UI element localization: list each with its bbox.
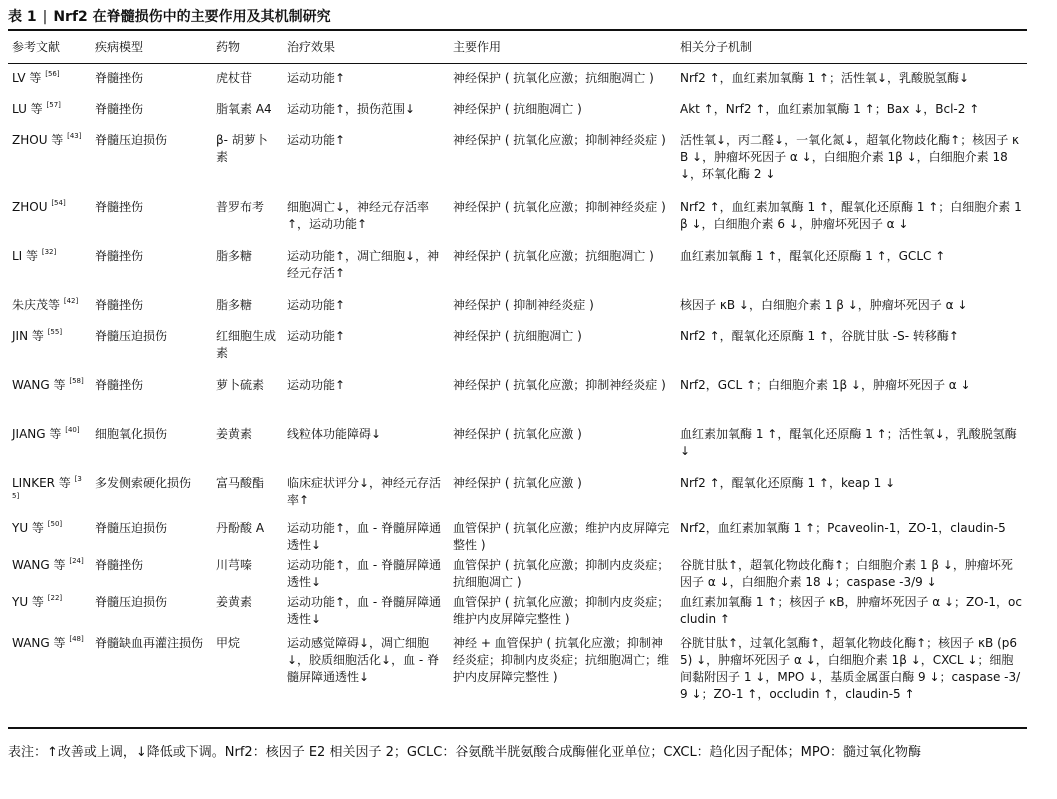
cell-action [449,555,676,592]
cell-mechanism-text: Nrf2，GCL ↑；白细胞介素 1β ↓，肿瘤坏死因子 α ↓ [680,378,971,392]
cell-effect [283,555,449,592]
cell-action-text: 神经保护 ( 抗细胞凋亡 ) [453,102,582,116]
cell-drug [212,291,283,322]
cell-drug [212,518,283,555]
cell-reference [8,95,91,126]
table-body [8,64,1027,729]
cell-disease-model-text: 细胞氧化损伤 [95,427,168,441]
citation-ref[interactable]: [35] [12,475,82,500]
cell-action [449,242,676,291]
citation-ref[interactable]: [43] [67,132,82,140]
cell-reference [8,64,91,96]
table-row [8,242,1027,291]
cell-drug-text: 虎杖苷 [216,71,253,85]
cell-drug-text: 普罗布考 [216,200,265,214]
cell-action [449,629,676,728]
citation-ref[interactable]: [56] [45,70,60,78]
cell-drug-text: 甲烷 [216,636,241,650]
cell-disease-model [91,291,212,322]
table-row [8,291,1027,322]
table-row [8,64,1027,96]
cell-disease-model [91,193,212,242]
cell-mechanism-text: 谷胱甘肽↑，超氧化物歧化酶↑；白细胞介素 1 β ↓，肿瘤坏死因子 α ↓，白细胞介素 18 ↓；caspase -3/9 ↓ [680,558,1013,589]
cell-effect [283,64,449,96]
title-separator: | [42,9,48,25]
cell-disease-model-text: 脊髓挫伤 [95,200,144,214]
table-row [8,555,1027,592]
table-row [8,193,1027,242]
table-row [8,322,1027,371]
cell-drug-text: 红细胞生成素 [216,329,277,360]
cell-mechanism [676,420,1027,469]
cell-action [449,126,676,193]
cell-drug [212,322,283,371]
cell-action-text: 神经保护 ( 抗细胞凋亡 ) [453,329,582,343]
cell-mechanism-text: 核因子 κB ↓，白细胞介素 1 β ↓，肿瘤坏死因子 α ↓ [680,298,968,312]
cell-mechanism [676,592,1027,629]
cell-action [449,420,676,469]
cell-effect [283,291,449,322]
cell-drug [212,555,283,592]
cell-effect [283,126,449,193]
cell-drug [212,193,283,242]
cell-drug-text: 萝卜硫素 [216,378,265,392]
cell-effect-text: 运动功能↑ [287,133,346,147]
cell-mechanism [676,193,1027,242]
cell-action [449,322,676,371]
cell-mechanism [676,126,1027,193]
cell-disease-model-text: 脊髓挫伤 [95,558,144,572]
table-row [8,126,1027,193]
cell-effect [283,371,449,420]
cell-effect-text: 运动功能↑ [287,298,346,312]
author-name: LV 等 [12,71,42,85]
cell-effect [283,242,449,291]
cell-drug [212,242,283,291]
cell-drug [212,592,283,629]
header-disease-model: 疾病模型 [95,39,144,54]
cell-action [449,95,676,126]
cell-action-text: 血管保护 ( 抗氧化应激；抑制内皮炎症；抗细胞凋亡 ) [453,558,670,589]
cell-effect-text: 临床症状评分↓，神经元存活率↑ [287,476,442,507]
author-name: WANG 等 [12,378,66,392]
cell-mechanism-text: Nrf2 ↑，醌氧化还原酶 1 ↑，谷胱甘肽 -S- 转移酶↑ [680,329,959,343]
cell-disease-model-text: 脊髓压迫损伤 [95,133,168,147]
cell-disease-model [91,629,212,728]
citation-ref[interactable]: [55] [47,328,63,336]
cell-disease-model [91,322,212,371]
cell-disease-model-text: 多发侧索硬化损伤 [95,476,192,490]
table-row [8,518,1027,555]
citation-ref[interactable]: [32] [41,248,57,256]
cell-drug [212,371,283,420]
cell-effect-text: 运动功能↑，血 - 脊髓屏障通透性↓ [287,521,442,552]
cell-mechanism-text: Nrf2 ↑，血红素加氧酶 1 ↑；活性氧↓，乳酸脱氢酶↓ [680,71,970,85]
cell-drug-text: 丹酚酸 A [216,521,265,535]
cell-disease-model-text: 脊髓挫伤 [95,378,144,392]
cell-effect [283,322,449,371]
cell-disease-model-text: 脊髓挫伤 [95,298,144,312]
cell-effect [283,193,449,242]
cell-reference [8,518,91,555]
cell-action [449,592,676,629]
cell-mechanism [676,518,1027,555]
citation-ref[interactable]: [48] [69,635,84,643]
cell-action-text: 神经保护 ( 抗氧化应激；抑制神经炎症 ) [453,378,666,392]
cell-action [449,291,676,322]
cell-effect [283,518,449,555]
cell-reference [8,371,91,420]
cell-effect [283,95,449,126]
citation-ref[interactable]: [54] [51,199,66,207]
cell-mechanism-text: Nrf2，血红素加氧酶 1 ↑；Pcaveolin-1，ZO-1，claudin-5 [680,521,1006,535]
cell-drug-text: 姜黄素 [216,595,253,609]
citation-ref[interactable]: [50] [47,520,63,528]
cell-effect [283,629,449,728]
cell-action-text: 神经 + 血管保护 ( 抗氧化应激；抑制神经炎症；抑制内皮炎症；抗细胞凋亡；维护内皮屏障完整性 ) [453,636,670,684]
cell-disease-model [91,95,212,126]
cell-mechanism [676,629,1027,728]
author-name: WANG 等 [12,558,66,572]
cell-reference [8,291,91,322]
cell-mechanism [676,371,1027,420]
table-row [8,629,1027,728]
cell-action [449,469,676,518]
author-name: LI 等 [12,249,39,263]
citation-ref[interactable]: [57] [46,101,61,109]
table-row [8,371,1027,420]
cell-disease-model [91,242,212,291]
cell-effect-text: 细胞凋亡↓，神经元存活率↑，运动功能↑ [287,200,430,231]
table-note: 表注：↑改善或上调，↓降低或下调。Nrf2：核因子 E2 相关因子 2；GCLC：谷氨酰半胱氨酸合成酶催化亚单位；CXCL：趋化因子配体；MPO：髓过氧化物酶 [8,745,921,760]
table-row [8,95,1027,126]
cell-action-text: 神经保护 ( 抗氧化应激；抑制神经炎症 ) [453,200,666,214]
cell-disease-model-text: 脊髓挫伤 [95,102,144,116]
header-reference: 参考文献 [12,39,61,54]
header-effect: 治疗效果 [287,39,336,54]
author-name: ZHOU [12,200,48,214]
cell-action-text: 血管保护 ( 抗氧化应激；维护内皮屏障完整性 ) [453,521,670,552]
cell-effect-text: 运动功能↑ [287,378,346,392]
cell-mechanism [676,322,1027,371]
cell-drug [212,469,283,518]
cell-drug-text: 川芎嗪 [216,558,253,572]
citation-ref[interactable]: [42] [63,297,79,305]
cell-effect-text: 运动功能↑ [287,71,346,85]
cell-reference [8,322,91,371]
cell-effect [283,469,449,518]
cell-effect [283,592,449,629]
cell-drug-text: 姜黄素 [216,427,253,441]
citation-ref[interactable]: [40] [65,426,80,434]
cell-action [449,64,676,96]
cell-drug-text: 脂氧素 A4 [216,102,272,116]
cell-action-text: 神经保护 ( 抗氧化应激；抑制神经炎症 ) [453,133,666,147]
cell-effect-text: 线粒体功能障碍↓ [287,427,382,441]
cell-drug [212,629,283,728]
cell-mechanism-text: Nrf2 ↑，血红素加氧酶 1 ↑，醌氧化还原酶 1 ↑；白细胞介素 1β ↓，白细胞介素 6 ↓，肿瘤坏死因子 α ↓ [680,200,1022,231]
table-row [8,592,1027,629]
author-name: WANG 等 [12,636,66,650]
cell-disease-model [91,469,212,518]
cell-disease-model [91,420,212,469]
cell-action-text: 神经保护 ( 抑制神经炎症 ) [453,298,594,312]
nrf2-table [8,29,1027,729]
cell-effect-text: 运动功能↑，血 - 脊髓屏障通透性↓ [287,558,442,589]
cell-disease-model-text: 脊髓挫伤 [95,249,144,263]
table-label: 表 1 [8,9,37,25]
table-title [8,6,331,26]
cell-disease-model [91,126,212,193]
cell-disease-model-text: 脊髓压迫损伤 [95,329,168,343]
cell-effect-text: 运动功能↑，损伤范围↓ [287,102,416,116]
cell-reference [8,629,91,728]
cell-mechanism [676,291,1027,322]
cell-reference [8,555,91,592]
header-mechanism: 相关分子机制 [680,39,753,54]
cell-disease-model-text: 脊髓压迫损伤 [95,521,168,535]
cell-mechanism [676,95,1027,126]
table-row [8,420,1027,469]
cell-action-text: 神经保护 ( 抗氧化应激 ) [453,427,582,441]
header-action: 主要作用 [453,39,502,54]
author-name: JIN 等 [12,329,44,343]
cell-reference [8,193,91,242]
cell-mechanism [676,64,1027,96]
cell-mechanism [676,469,1027,518]
cell-effect-text: 运动感觉障碍↓，凋亡细胞↓，胶质细胞活化↓，血 - 脊髓屏障通透性↓ [287,636,440,684]
author-name: LINKER 等 [12,476,71,490]
citation-ref[interactable]: [58] [69,377,84,385]
cell-disease-model [91,555,212,592]
cell-disease-model-text: 脊髓挫伤 [95,71,144,85]
cell-reference [8,592,91,629]
cell-mechanism-text: Nrf2 ↑，醌氧化还原酶 1 ↑，keap 1 ↓ [680,476,896,490]
table-header-row [8,30,1027,64]
cell-drug-text: 脂多糖 [216,298,253,312]
cell-mechanism [676,242,1027,291]
cell-drug-text: β- 胡萝卜素 [216,133,268,164]
author-name: ZHOU 等 [12,133,64,147]
cell-mechanism-text: 血红素加氧酶 1 ↑，醌氧化还原酶 1 ↑；活性氧↓，乳酸脱氢酶↓ [680,427,1017,458]
cell-drug [212,64,283,96]
cell-disease-model [91,518,212,555]
author-name: YU 等 [12,521,44,535]
header-drug: 药物 [216,39,241,54]
cell-mechanism-text: 谷胱甘肽↑，过氧化氢酶↑，超氧化物歧化酶↑；核因子 κB (p65) ↓，肿瘤坏死因子 α ↓，白细胞介素 1β ↓，CXCL ↓；细胞间黏附因子 1 ↓，MPO ↓，基质金属蛋白酶 9 ↓；caspase -3/9 ↓；ZO-1 ↑，occludin ↑，claudin-5 ↑ [680,636,1021,701]
cell-disease-model [91,371,212,420]
cell-action-text: 神经保护 ( 抗氧化应激；抗细胞凋亡 ) [453,249,654,263]
cell-reference [8,242,91,291]
cell-action-text: 神经保护 ( 抗氧化应激；抗细胞凋亡 ) [453,71,654,85]
cell-mechanism-text: 活性氧↓，丙二醛↓，一氧化氮↓，超氧化物歧化酶↑；核因子 κB ↓，肿瘤坏死因子 α ↓，白细胞介素 1β ↓，白细胞介素 18 ↓，环氧化酶 2 ↓ [680,133,1020,181]
cell-mechanism-text: 血红素加氧酶 1 ↑；核因子 κB，肿瘤坏死因子 α ↓；ZO-1，occludin ↑ [680,595,1022,626]
cell-action-text: 神经保护 ( 抗氧化应激 ) [453,476,582,490]
author-name: 朱庆茂等 [12,298,61,312]
cell-effect-text: 运动功能↑，血 - 脊髓屏障通透性↓ [287,595,442,626]
cell-drug [212,126,283,193]
cell-disease-model-text: 脊髓压迫损伤 [95,595,168,609]
cell-drug [212,95,283,126]
cell-mechanism-text: Akt ↑，Nrf2 ↑，血红素加氧酶 1 ↑；Bax ↓，Bcl-2 ↑ [680,102,980,116]
table-caption: Nrf2 在脊髓损伤中的主要作用及其机制研究 [53,9,331,25]
cell-mechanism [676,555,1027,592]
cell-disease-model-text: 脊髓缺血再灌注损伤 [95,636,204,650]
cell-action-text: 血管保护 ( 抗氧化应激；抑制内皮炎症；维护内皮屏障完整性 ) [453,595,670,626]
cell-effect [283,420,449,469]
cell-action [449,518,676,555]
citation-ref[interactable]: [24] [69,557,84,565]
cell-effect-text: 运动功能↑，凋亡细胞↓，神经元存活↑ [287,249,440,280]
cell-drug-text: 脂多糖 [216,249,253,263]
cell-mechanism-text: 血红素加氧酶 1 ↑，醌氧化还原酶 1 ↑，GCLC ↑ [680,249,946,263]
author-name: LU 等 [12,102,43,116]
author-name: YU 等 [12,595,44,609]
cell-drug-text: 富马酸酯 [216,476,265,490]
author-name: JIANG 等 [12,427,62,441]
cell-action [449,371,676,420]
cell-effect-text: 运动功能↑ [287,329,346,343]
cell-reference [8,420,91,469]
cell-disease-model [91,64,212,96]
cell-drug [212,420,283,469]
citation-ref[interactable]: [22] [47,594,63,602]
table-row [8,469,1027,518]
cell-reference [8,126,91,193]
cell-action [449,193,676,242]
cell-reference [8,469,91,518]
cell-disease-model [91,592,212,629]
